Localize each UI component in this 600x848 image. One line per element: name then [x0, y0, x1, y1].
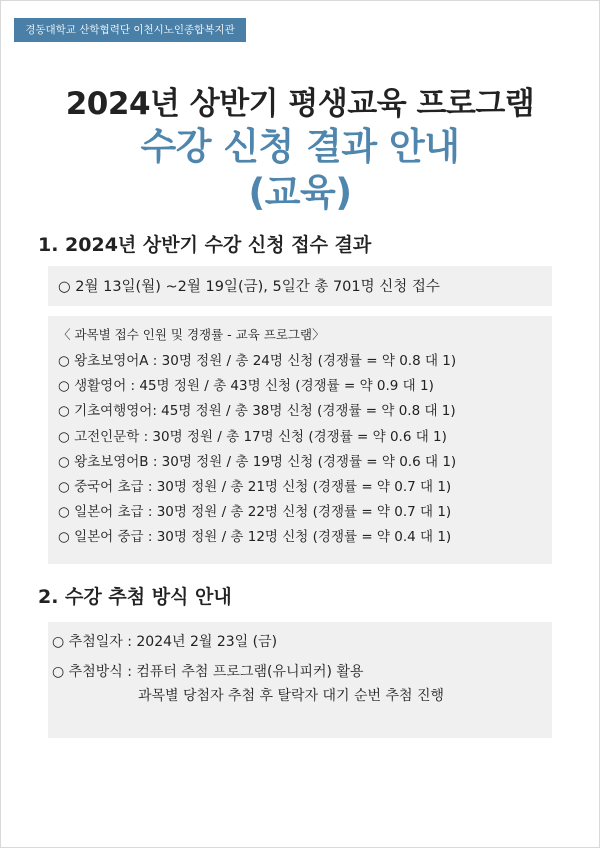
application-summary: ○ 2월 13일(월) ~2월 19일(금), 5일간 총 701명 신청 접수 [58, 279, 440, 295]
course-item: ○ 일본어 초급 : 30명 정원 / 총 22명 신청 (경쟁률 = 약 0.7 대 1) [58, 504, 452, 521]
page-title-main [0, 124, 600, 216]
course-stats-title: 〈 과목별 접수 인원 및 경쟁률 - 교육 프로그램〉 [58, 327, 325, 342]
organization-tag: 경동대학교 산학협력단 이천시노인종합복지관 [14, 18, 246, 42]
page-title-line3: (교육) [248, 171, 352, 214]
course-item: ○ 일본어 중급 : 30명 정원 / 총 12명 신청 (경쟁률 = 약 0.4 대 1) [58, 529, 452, 546]
course-item: ○ 고전인문학 : 30명 정원 / 총 17명 신청 (경쟁률 = 약 0.6 대 1) [58, 428, 447, 445]
course-stats-box [48, 316, 552, 564]
course-item: ○ 왕초보영어A : 30명 정원 / 총 24명 신청 (경쟁률 = 약 0.8 대 1) [58, 353, 457, 369]
lottery-info-box [48, 622, 552, 738]
application-summary-box [48, 266, 552, 306]
section1-heading: 1. 2024년 상반기 수강 신청 접수 결과 [38, 234, 372, 256]
lottery-date: ○ 추첨일자 : 2024년 2월 23일 (금) [52, 634, 278, 650]
course-item: ○ 왕초보영어B : 30명 정원 / 총 19명 신청 (경쟁률 = 약 0.6 대 1) [58, 453, 457, 470]
course-item: ○ 중국어 초급 : 30명 정원 / 총 21명 신청 (경쟁률 = 약 0.7 대 1) [58, 478, 452, 495]
course-item: ○ 기초여행영어: 45명 정원 / 총 38명 신청 (경쟁률 = 약 0.8 대 1) [58, 403, 456, 420]
course-item: ○ 생활영어 : 45명 정원 / 총 43명 신청 (경쟁률 = 약 0.9 대 1) [58, 378, 434, 395]
section2-heading: 2. 수강 추첨 방식 안내 [38, 586, 232, 608]
page-title-line1: 2024년 상반기 평생교육 프로그램 [65, 86, 535, 122]
lottery-method: ○ 추첨방식 : 컴퓨터 추첨 프로그램(유니피커) 활용 [52, 664, 364, 680]
page-title-line2: 수강 신청 결과 안내 [140, 125, 460, 168]
lottery-method-detail: 과목별 당첨자 추첨 후 탈락자 대기 순번 추첨 진행 [138, 688, 445, 704]
